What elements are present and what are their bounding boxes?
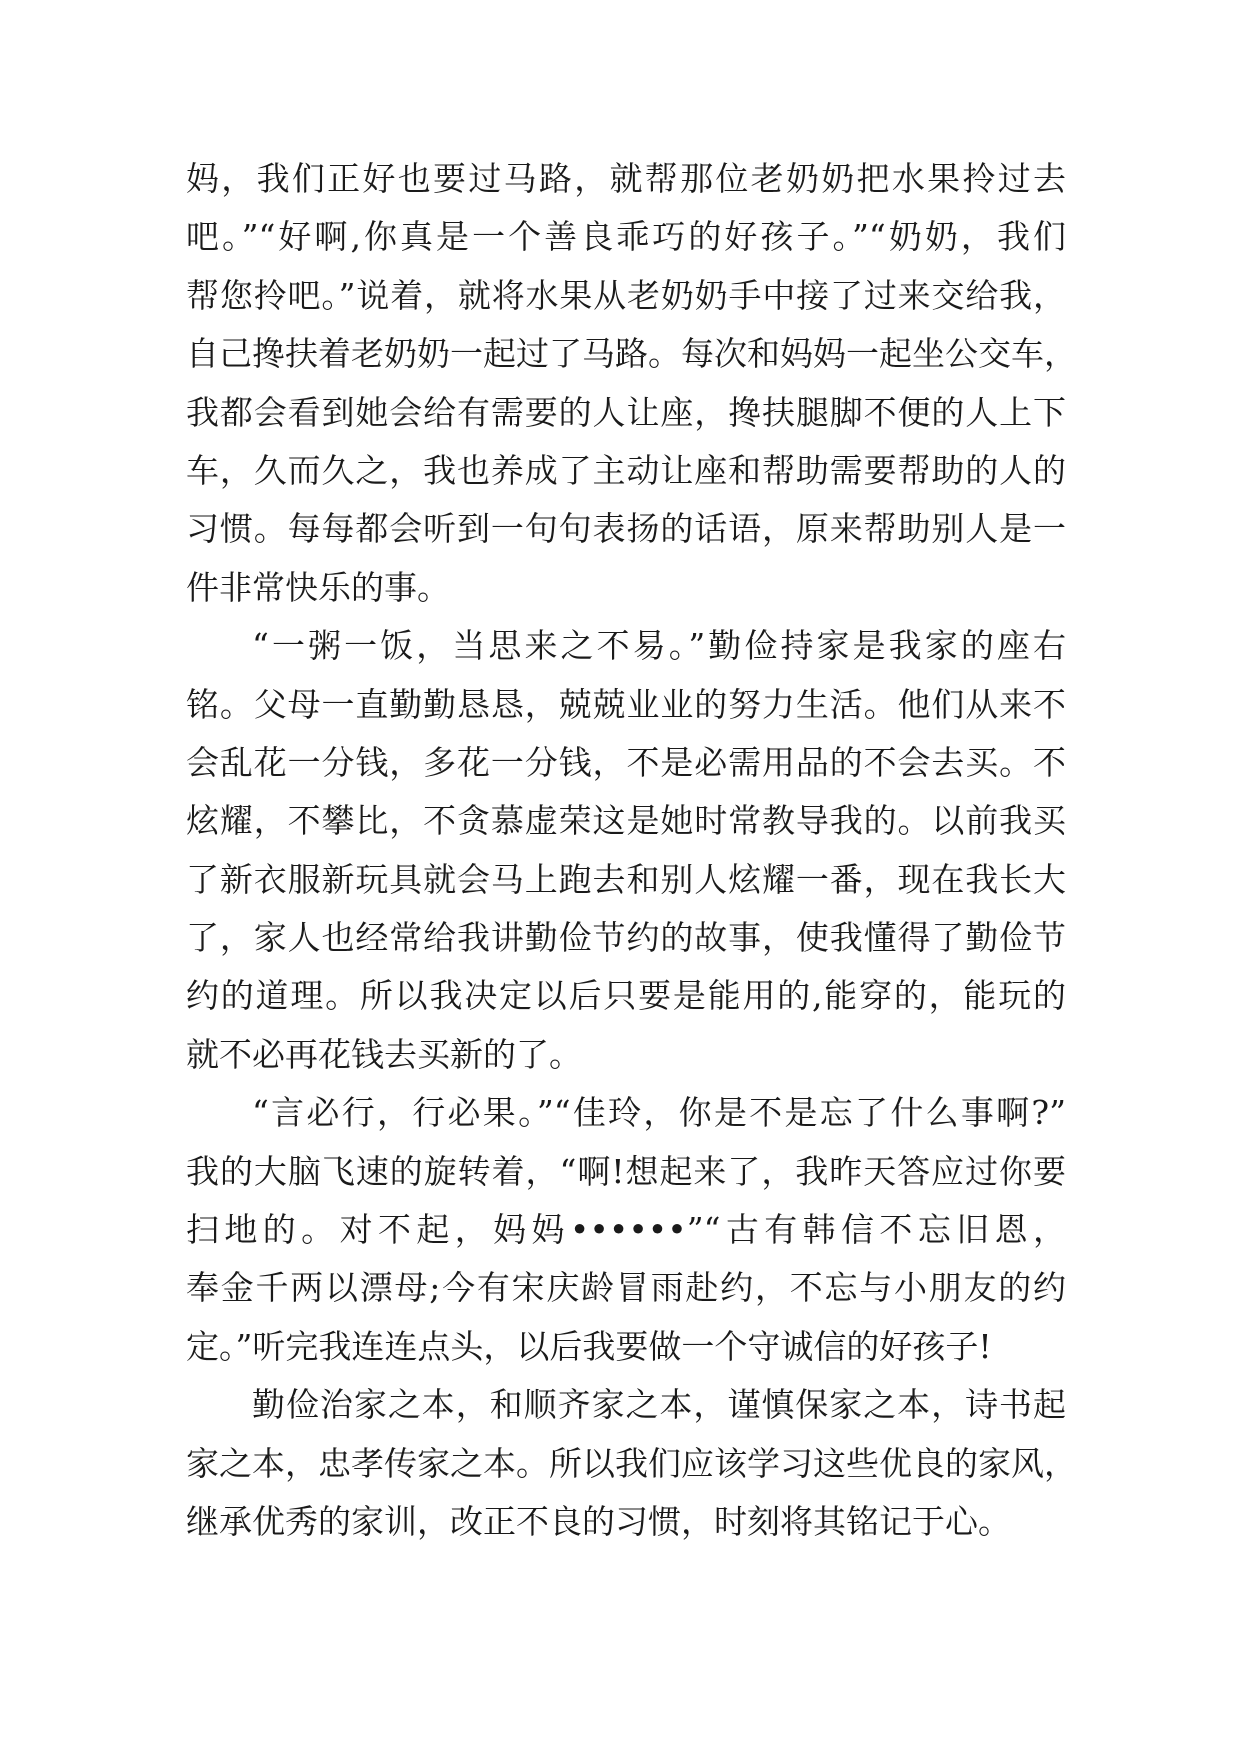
text-line: 家之本，忠孝传家之本。所以我们应该学习这些优良的家风， <box>186 1443 1077 1483</box>
text-line: “一粥一饭，当思来之不易。”勤俭持家是我家的座右 <box>252 626 1066 666</box>
text-line: 勤俭治家之本，和顺齐家之本，谨慎保家之本，诗书起 <box>252 1385 1066 1425</box>
text-line: 了，家人也经常给我讲勤俭节约的故事，使我懂得了勤俭节 <box>186 918 1066 958</box>
text-line: 奉金千两以漂母;今有宋庆龄冒雨赴约，不忘与小朋友的约 <box>186 1268 1066 1308</box>
text-line: 件非常快乐的事。 <box>186 567 450 607</box>
text-line: 车，久而久之，我也养成了主动让座和帮助需要帮助的人的 <box>186 450 1066 490</box>
text-line: 继承优秀的家训，改正不良的习惯，时刻将其铭记于心。 <box>186 1501 1011 1541</box>
text-line: “言必行，行必果。”“佳玲，你是不是忘了什么事啊?” <box>252 1093 1066 1133</box>
paragraph-1 <box>186 150 1077 617</box>
text-line: 我都会看到她会给有需要的人让座，搀扶腿脚不便的人上下 <box>186 392 1066 432</box>
text-line: 定。”听完我连连点头，以后我要做一个守诚信的好孩子! <box>186 1326 992 1366</box>
text-line: 习惯。每每都会听到一句句表扬的话语，原来帮助别人是一 <box>186 509 1066 549</box>
text-line: 铭。父母一直勤勤恳恳，兢兢业业的努力生活。他们从来不 <box>186 684 1066 724</box>
text-line: 自己搀扶着老奶奶一起过了马路。每次和妈妈一起坐公交车， <box>186 334 1077 374</box>
text-line: 会乱花一分钱，多花一分钱，不是必需用品的不会去买。不 <box>186 742 1066 782</box>
text-line: 炫耀，不攀比，不贪慕虚荣这是她时常教导我的。以前我买 <box>186 801 1066 841</box>
paragraph-2 <box>186 617 1066 1084</box>
text-line: 吧。”“好啊,你真是一个善良乖巧的好孩子。”“奶奶，我们 <box>186 217 1066 257</box>
text-line: 妈，我们正好也要过马路，就帮那位老奶奶把水果拎过去 <box>186 159 1066 198</box>
text-line: 约的道理。所以我决定以后只要是能用的,能穿的，能玩的 <box>186 976 1066 1016</box>
text-line: 扫地的。对不起，妈妈••••••”“古有韩信不忘旧恩， <box>186 1210 1066 1250</box>
text-line: 帮您拎吧。”说着，就将水果从老奶奶手中接了过来交给我， <box>186 275 1066 315</box>
body-text <box>186 150 1077 1551</box>
text-line: 了新衣服新玩具就会马上跑去和别人炫耀一番，现在我长大 <box>186 859 1066 899</box>
text-line: 就不必再花钱去买新的了。 <box>186 1034 582 1074</box>
text-line: 我的大脑飞速的旋转着，“啊!想起来了，我昨天答应过你要 <box>186 1151 1066 1191</box>
paragraph-3 <box>186 1084 1066 1376</box>
paragraph-4 <box>186 1376 1077 1551</box>
